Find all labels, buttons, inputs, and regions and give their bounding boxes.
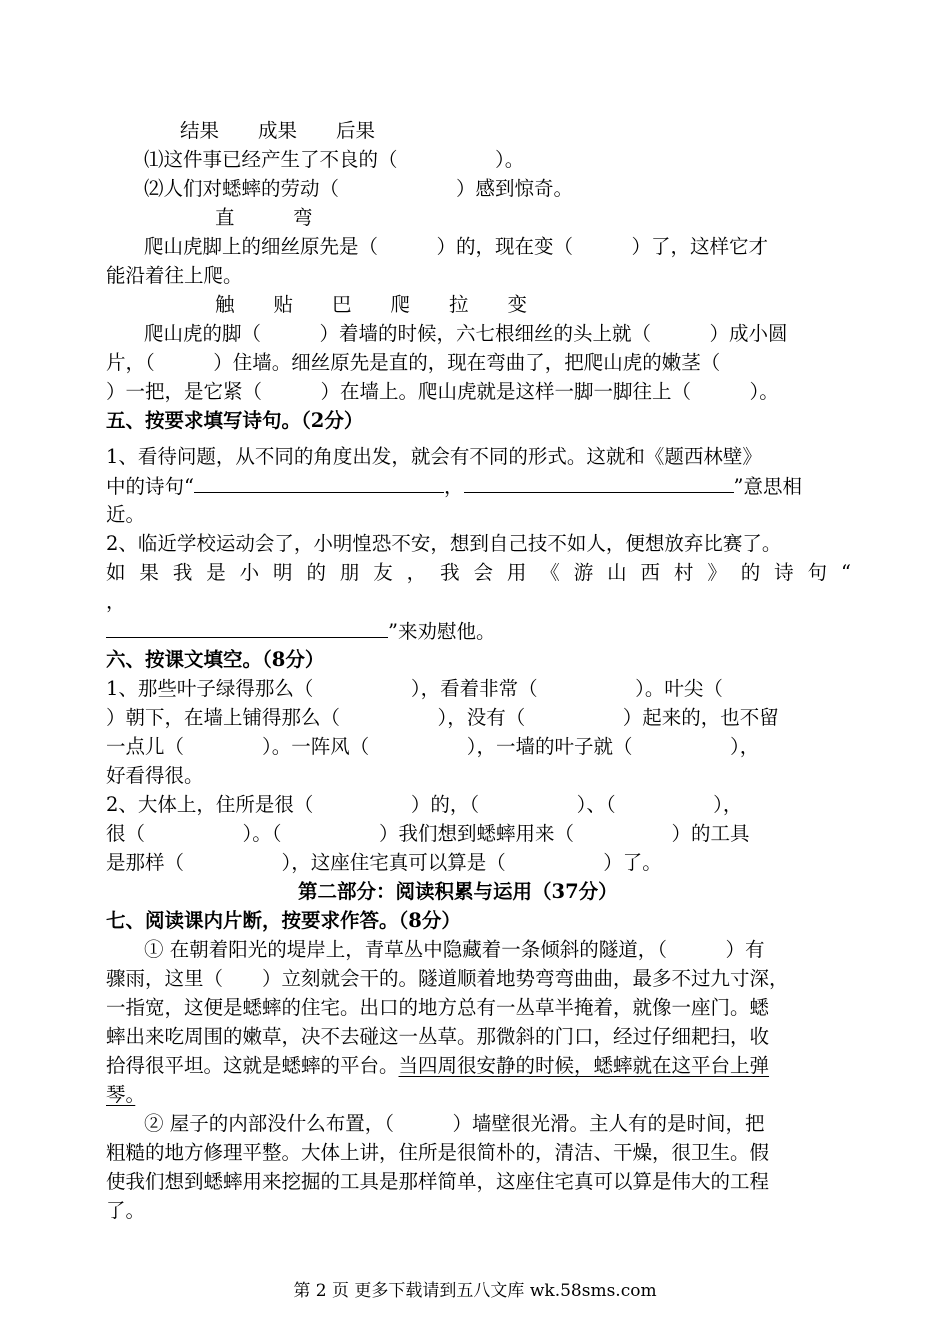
q7-para-2-line-1: ② 屋子的内部没什么布置，（ ）墙壁很光滑。主人有的是时间，把 — [144, 1112, 765, 1135]
spread-char: 小 — [239, 561, 260, 584]
q7-para-1-line-4: 蟀出来吃周围的嫩草，决不去碰这一丛草。那微斜的门口，经过仔细耙扫，收 — [106, 1025, 770, 1048]
section-5-heading: 五、按要求填写诗句。（2分） — [106, 409, 364, 432]
spread-char: ， — [406, 561, 427, 584]
q7-para-2-line-2: 粗糙的地方修理平整。大体上讲，住所是很简朴的，清洁、干燥，很卫生。假 — [106, 1141, 770, 1164]
spread-char: 的 — [740, 561, 761, 584]
q7-para-1-line-5: 拾得很平坦。这就是蟋蟀的平台。当四周很安静的时候，蟋蟀就在这平台上弹 — [106, 1054, 770, 1077]
answer-blank[interactable] — [194, 472, 444, 493]
word-choices-2: 直 弯 — [215, 206, 313, 229]
spread-char: 用 — [506, 561, 527, 584]
q5-item-1-line-1: 1、看待问题，从不同的角度出发，就会有不同的形式。这就和《题西林壁》 — [106, 445, 762, 468]
spread-char: 》 — [707, 561, 727, 584]
q5-item-2-line-3: ， — [106, 590, 126, 613]
spread-char: 如 — [106, 561, 126, 584]
answer-blank[interactable] — [106, 617, 388, 638]
spread-char: 我 — [440, 561, 460, 584]
spread-char: 果 — [139, 561, 159, 584]
part-2-heading: 第二部分：阅读积累与运用（37分） — [298, 880, 618, 903]
q6-line-4: 好看得很。 — [106, 764, 204, 787]
q7-para-2-line-4: 了。 — [106, 1199, 146, 1222]
spread-char: 是 — [206, 561, 226, 584]
spread-char: 朋 — [339, 561, 360, 584]
spread-char: 会 — [473, 561, 493, 584]
page-footer: 第 2 页 更多下载请到五八文库 wk.58sms.com — [293, 1281, 657, 1301]
spread-char: 山 — [607, 561, 627, 584]
spread-char: “ — [840, 561, 851, 584]
spread-char: 游 — [573, 561, 594, 584]
q7-para-1-line-1: ① 在朝着阳光的堤岸上，青草丛中隐藏着一条倾斜的隧道，（ ）有 — [144, 938, 765, 961]
q5-item-1-line-2: 中的诗句“ ， ”意思相 — [106, 472, 851, 501]
sentence-2: ⑵人们对蟋蟀的劳动（ ）感到惊奇。 — [144, 177, 574, 200]
spread-char: 《 — [540, 561, 560, 584]
paragraph-2-line-1: 爬山虎的脚（ ）着墙的时候，六七根细丝的头上就（ ）成小圆 — [144, 322, 788, 345]
q6-line-6: 很（ ）。（ ）我们想到蟋蟀用来（ ）的工具 — [106, 822, 750, 845]
spread-char: 我 — [172, 561, 193, 584]
q7-para-2-line-3: 使我们想到蟋蟀用来挖掘的工具是那样简单，这座住宅真可以算是伟大的工程 — [106, 1170, 770, 1193]
q5-item-2-line-1: 2、临近学校运动会了，小明惶恐不安，想到自己技不如人，便想放弃比赛了。 — [106, 532, 782, 555]
paragraph-1-line-1: 爬山虎脚上的细丝原先是（ ）的，现在变（ ）了，这样它才 — [144, 235, 769, 258]
spread-char: 友 — [373, 561, 393, 584]
q6-line-1: 1、那些叶子绿得那么（ ），看着非常（ ）。叶尖（ — [106, 677, 723, 700]
spread-char: 村 — [673, 561, 694, 584]
q6-line-2: ）朝下，在墙上铺得那么（ ），没有（ ）起来的，也不留 — [106, 706, 779, 729]
sentence-1: ⑴这件事已经产生了不良的（ ）。 — [144, 148, 525, 171]
underlined-sentence-end: 琴。 — [106, 1083, 136, 1106]
spread-char: 句 — [807, 561, 828, 584]
answer-blank[interactable] — [464, 472, 734, 493]
paragraph-1-line-2: 能沿着往上爬。 — [106, 264, 243, 287]
spread-char: 西 — [640, 561, 661, 584]
spread-char: 明 — [273, 561, 293, 584]
paragraph-2-line-3: ）一把，是它紧（ ）在墙上。爬山虎就是这样一脚一脚往上（ ）。 — [106, 380, 779, 403]
q7-para-1-line-6 — [106, 1081, 851, 1109]
word-choices-1: 结果 成果 后果 — [180, 119, 376, 142]
q5-item-2-line-2 — [106, 559, 851, 587]
section-7-heading: 七、阅读课内片断，按要求作答。（8分） — [106, 909, 461, 932]
spread-char: 诗 — [774, 561, 794, 584]
q5-item-1-line-3: 近。 — [106, 503, 146, 526]
spread-char: 的 — [306, 561, 326, 584]
paragraph-2-line-2: 片，（ ）住墙。细丝原先是直的，现在弯曲了，把爬山虎的嫩茎（ — [106, 351, 721, 374]
q5-item-2-line-4: ”来劝慰他。 — [106, 617, 851, 646]
q6-line-3: 一点儿（ ）。一阵风（ ），一墙的叶子就（ ）， — [106, 735, 760, 758]
underlined-sentence: 当四周很安静的时候，蟋蟀就在这平台上弹 — [398, 1054, 770, 1077]
q7-para-1-line-2: 骤雨，这里（ ）立刻就会干的。隧道顺着地势弯弯曲曲，最多不过九寸深， — [106, 967, 789, 990]
q6-line-7: 是那样（ ），这座住宅真可以算是（ ）了。 — [106, 851, 662, 874]
q7-para-1-line-3: 一指宽，这便是蟋蟀的住宅。出口的地方总有一丛草半掩着，就像一座门。蟋 — [106, 996, 770, 1019]
word-choices-3: 触 贴 巴 爬 拉 变 — [215, 293, 528, 316]
q6-line-5: 2、大体上，住所是很（ ）的，（ ）、（ ）， — [106, 793, 743, 816]
section-6-heading: 六、按课文填空。（8分） — [106, 648, 325, 671]
